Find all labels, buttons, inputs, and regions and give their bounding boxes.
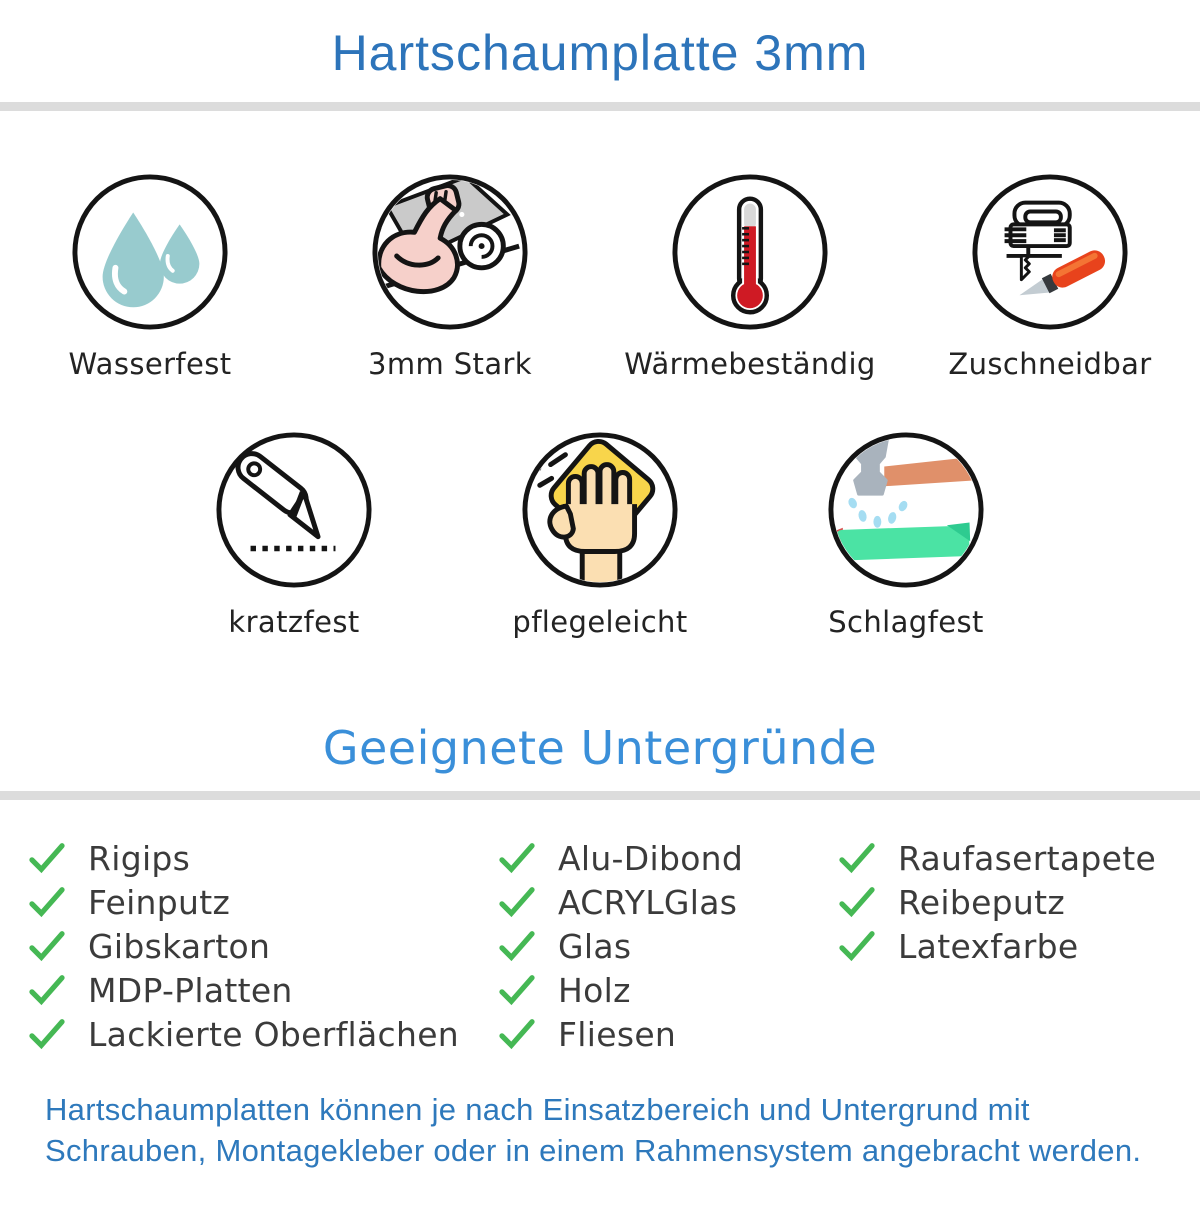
- substrate-item: [28, 968, 498, 1012]
- check-icon: [28, 1018, 66, 1050]
- feature-wasserfest: [0, 173, 300, 381]
- feature-kratzfest: [141, 431, 447, 639]
- check-icon: [28, 974, 66, 1006]
- substrate-column-1: [28, 836, 498, 1056]
- feature-label: pflegeleicht: [512, 605, 688, 639]
- substrate-label: Glas: [558, 926, 632, 966]
- feature-label: Wasserfest: [68, 347, 232, 381]
- check-icon: [28, 842, 66, 874]
- footer-line-1: Hartschaumplatten können je nach Einsatzbereich und Untergrund mit: [45, 1092, 1030, 1127]
- substrate-label: ACRYLGlas: [558, 882, 738, 922]
- check-icon: [498, 842, 536, 874]
- substrate-item: [28, 880, 498, 924]
- feature-label: Schlagfest: [828, 605, 984, 639]
- substrate-label: Reibeputz: [898, 882, 1065, 922]
- features-row-2: [0, 431, 1200, 639]
- substrate-label: Gibskarton: [88, 926, 271, 966]
- substrate-label: Rigips: [88, 838, 191, 878]
- substrate-item: [498, 836, 838, 880]
- muscle-arm-icon: [371, 173, 529, 331]
- utility-knife-icon: [215, 431, 373, 589]
- feature-label: Zuschneidbar: [948, 347, 1152, 381]
- substrate-column-3: [838, 836, 1200, 1056]
- check-icon: [28, 930, 66, 962]
- water-drops-icon: [71, 173, 229, 331]
- substrate-label: Alu-Dibond: [558, 838, 744, 878]
- feature-3mm-stark: [300, 173, 600, 381]
- feature-schlagfest: [753, 431, 1059, 639]
- substrate-column-2: [498, 836, 838, 1056]
- check-icon: [498, 930, 536, 962]
- substrate-label: Latexfarbe: [898, 926, 1079, 966]
- footer-line-2: Schrauben, Montagekleber oder in einem Rahmensystem angebracht werden.: [45, 1132, 1142, 1168]
- thermometer-icon: [671, 173, 829, 331]
- substrate-item: [498, 924, 838, 968]
- substrate-item: [28, 836, 498, 880]
- substrate-label: Raufasertapete: [898, 838, 1157, 878]
- substrate-item: [28, 924, 498, 968]
- features-row-1: [0, 173, 1200, 381]
- substrate-item: [838, 880, 1200, 924]
- substrate-item: [838, 924, 1200, 968]
- check-icon: [838, 842, 876, 874]
- check-icon: [838, 930, 876, 962]
- substrate-label: Lackierte Oberflächen: [88, 1014, 460, 1054]
- substrate-item: [498, 880, 838, 924]
- check-icon: [498, 1018, 536, 1050]
- feature-label: Wärmebeständig: [624, 347, 876, 381]
- feature-pflegeleicht: [447, 431, 753, 639]
- jigsaw-cutter-icon: [971, 173, 1129, 331]
- cleaning-hand-icon: [521, 431, 679, 589]
- substrate-label: Fliesen: [558, 1014, 677, 1054]
- substrate-item: [498, 1012, 838, 1056]
- substrate-label: Holz: [558, 970, 631, 1010]
- check-icon: [498, 974, 536, 1006]
- feature-label: 3mm Stark: [367, 347, 533, 381]
- feature-waermebestaendig: [600, 173, 900, 381]
- footer-note: [45, 1090, 1150, 1172]
- substrate-label: Feinputz: [88, 882, 231, 922]
- hammer-impact-icon: [827, 431, 985, 589]
- substrates-columns: [0, 836, 1200, 1056]
- feature-label: kratzfest: [228, 605, 360, 639]
- feature-zuschneidbar: [900, 173, 1200, 381]
- check-icon: [498, 886, 536, 918]
- substrate-label: MDP-Platten: [88, 970, 293, 1010]
- substrate-item: [28, 1012, 498, 1056]
- check-icon: [28, 886, 66, 918]
- divider-substrates: [0, 791, 1200, 800]
- page-title: Hartschaumplatte 3mm: [331, 25, 869, 81]
- divider-top: [0, 102, 1200, 111]
- check-icon: [838, 886, 876, 918]
- substrate-item: [838, 836, 1200, 880]
- substrate-item: [498, 968, 838, 1012]
- substrates-section-title: Geeignete Untergründe: [322, 721, 878, 775]
